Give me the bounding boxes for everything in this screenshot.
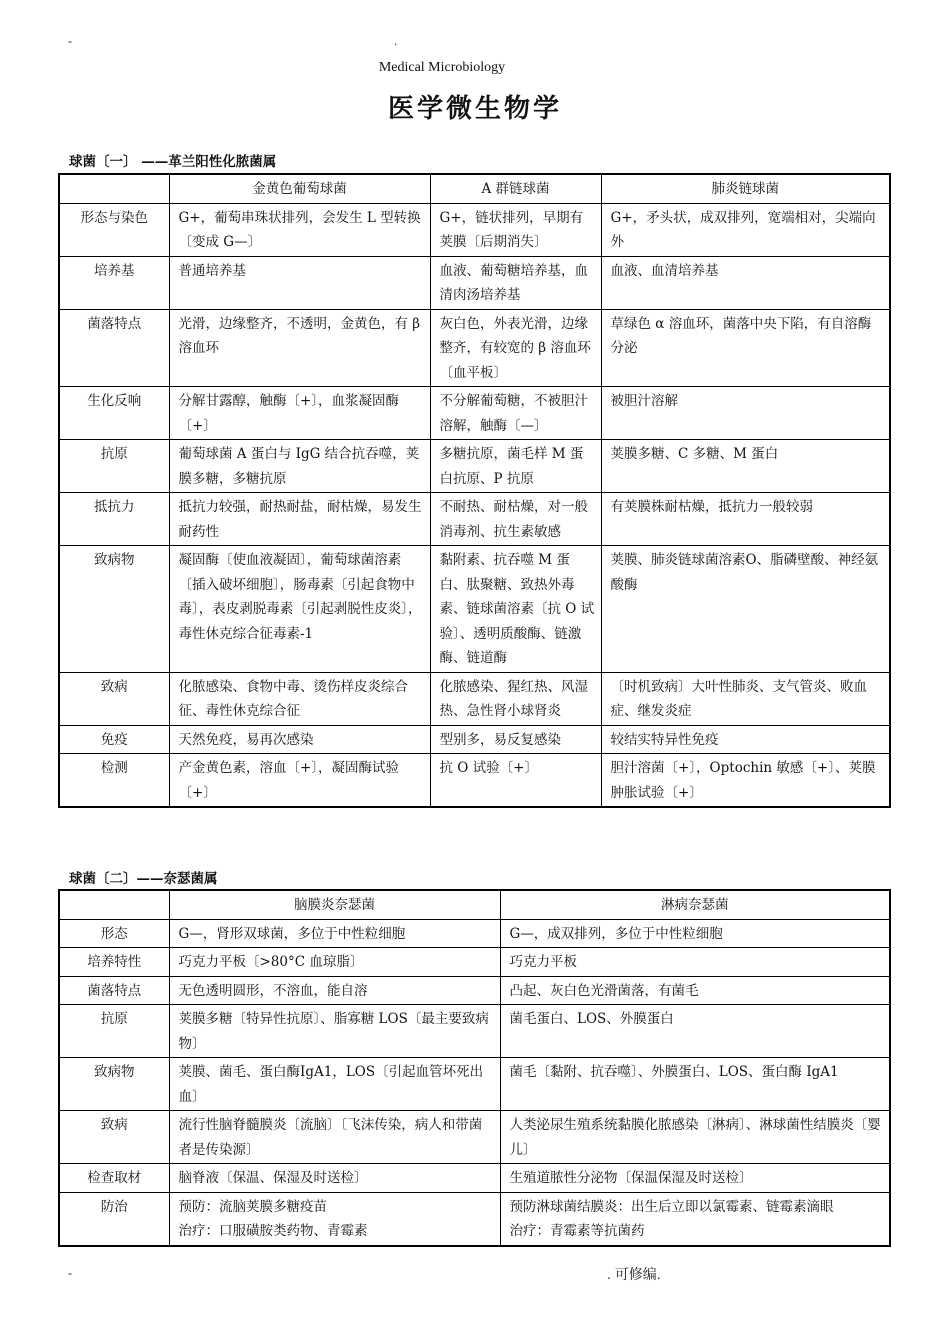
header-dash: - [68,34,72,48]
section1-title: 球菌〔一〕 ——革兰阳性化脓菌属 [69,154,277,170]
table-row [59,919,890,948]
row-label: 抗原 [59,1005,169,1058]
table-cell: 抵抗力较强，耐热耐盐，耐枯燥，易发生耐药性 [169,493,430,546]
table-row [59,725,890,754]
row-label: 形态 [59,919,169,948]
table-cell: 光滑，边缘整齐，不透明，金黄色，有 β 溶血环 [169,309,430,387]
table-cell: 产金黄色素，溶血〔+〕，凝固酶试验〔+〕 [169,754,430,808]
table-header-row [59,174,890,203]
table-cell: 不分解葡萄糖，不被胆汁溶解，触酶〔—〕 [430,387,601,440]
table-cell: 〔时机致病〕大叶性肺炎、支气管炎、败血症、继发炎症 [601,672,890,725]
page-subtitle: Medical Microbiology [378,60,506,75]
table-cell: 分解甘露醇，触酶〔+〕，血浆凝固酶〔+〕 [169,387,430,440]
table-cell: 凸起、灰白色光滑菌落，有菌毛 [500,976,890,1005]
table-row [59,754,890,808]
row-label: 致病 [59,1111,169,1164]
table-cell: 荚膜多糖、C 多糖、M 蛋白 [601,440,890,493]
cell-line: 预防：流脑荚膜多糖疫苗 [178,1198,327,1215]
table-cell: 血液、血清培养基 [601,256,890,309]
table-row [59,1164,890,1193]
table-cell: 化脓感染、食物中毒、烫伤样皮炎综合征、毒性休克综合征 [169,672,430,725]
page-title: 医学微生物学 [387,94,562,124]
table-cell: 葡萄球菌 A 蛋白与 IgG 结合抗吞噬，荚膜多糖，多糖抗原 [169,440,430,493]
table-cell: 血液、葡萄糖培养基，血清肉汤培养基 [430,256,601,309]
table-cell: 无色透明圆形，不溶血，能自溶 [169,976,500,1005]
row-label: 抗原 [59,440,169,493]
row-label: 免疫 [59,725,169,754]
footer-dash: - [68,1266,72,1280]
row-label: 形态与染色 [59,203,169,256]
table-row [59,309,890,387]
gram-positive-cocci-table [58,173,891,808]
table-cell: 有荚膜株耐枯燥，抵抗力一般较弱 [601,493,890,546]
cell-line: 预防淋球菌结膜炎：出生后立即以氯霉素、链霉素滴眼 [509,1198,834,1215]
row-label: 防治 [59,1192,169,1246]
table-cell: 黏附素、抗吞噬 M 蛋白、肽聚糖、致热外毒素、链球菌溶素〔抗 O 试验〕、透明质酸酶、链激酶、链道酶 [430,546,601,673]
column-header: 脑膜炎奈瑟菌 [169,890,500,919]
table-cell: G—，肾形双球菌，多位于中性粒细胞 [169,919,500,948]
table-row [59,546,890,673]
table-cell: 巧克力平板 [500,948,890,977]
header-corner-cell [59,174,169,203]
table-row [59,387,890,440]
table-row [59,256,890,309]
table-cell: 被胆汁溶解 [601,387,890,440]
table-cell: 型别多，易反复感染 [430,725,601,754]
column-header: 淋病奈瑟菌 [500,890,890,919]
footer-editable-note: . 可修编. [607,1266,661,1282]
row-label: 培养特性 [59,948,169,977]
row-label: 培养基 [59,256,169,309]
table-cell: 荚膜、肺炎链球菌溶素O、脂磷壁酸、神经氨酸酶 [601,546,890,673]
section2-title: 球菌〔二〕——奈瑟菌属 [69,871,218,887]
header-corner-cell [59,890,169,919]
table-cell: G+，矛头状，成双排列，宽端相对，尖端向外 [601,203,890,256]
table-row [59,672,890,725]
row-label: 致病物 [59,546,169,673]
table-row [59,440,890,493]
cell-line: 治疗：口服磺胺类药物、青霉素 [178,1223,368,1239]
row-label: 菌落特点 [59,976,169,1005]
column-header: 肺炎链球菌 [601,174,890,203]
header-dot: . [394,34,398,48]
table-row [59,1111,890,1164]
table-row [59,976,890,1005]
table-cell: G+，葡萄串珠状排列，会发生 L 型转换〔变成 G—〕 [169,203,430,256]
row-label: 菌落特点 [59,309,169,387]
row-label: 抵抗力 [59,493,169,546]
table-cell: 荚膜多糖〔特异性抗原〕、脂寡糖 LOS〔最主要致病物〕 [169,1005,500,1058]
table-row [59,1058,890,1111]
table-cell: 普通培养基 [169,256,430,309]
table-cell [500,1192,890,1246]
table-cell: 多糖抗原，菌毛样 M 蛋白抗原、P 抗原 [430,440,601,493]
row-label: 检查取材 [59,1164,169,1193]
column-header: 金黄色葡萄球菌 [169,174,430,203]
table-cell: 凝固酶〔使血液凝固〕，葡萄球菌溶素〔插入破坏细胞〕，肠毒素〔引起食物中毒〕，表皮剥脱毒素〔引起剥脱性皮炎〕，毒性休克综合征毒素-1 [169,546,430,673]
table-cell: 灰白色，外表光滑，边缘整齐，有较宽的 β 溶血环〔血平板〕 [430,309,601,387]
table-cell: 人类泌尿生殖系统黏膜化脓感染〔淋病〕、淋球菌性结膜炎〔婴儿〕 [500,1111,890,1164]
table-header-row [59,890,890,919]
row-label: 致病 [59,672,169,725]
table-cell: 菌毛〔黏附、抗吞噬〕、外膜蛋白、LOS、蛋白酶 IgA1 [500,1058,890,1111]
table-cell: 较结实特异性免疫 [601,725,890,754]
neisseria-table [58,889,891,1247]
table-cell: 生殖道脓性分泌物〔保温保湿及时送检〕 [500,1164,890,1193]
row-label: 检测 [59,754,169,808]
column-header: A 群链球菌 [430,174,601,203]
table-cell: G—，成双排列，多位于中性粒细胞 [500,919,890,948]
table-row [59,493,890,546]
table-cell: 抗 O 试验〔+〕 [430,754,601,808]
table-cell: 巧克力平板〔>80°C 血琼脂〕 [169,948,500,977]
table-row [59,948,890,977]
table-cell: 草绿色 α 溶血环，菌落中央下陷，有自溶酶分泌 [601,309,890,387]
row-label: 生化反响 [59,387,169,440]
table-cell [169,1192,500,1246]
table-cell: G+，链状排列，早期有荚膜〔后期消失〕 [430,203,601,256]
cell-line: 治疗：青霉素等抗菌药 [509,1223,645,1239]
table-cell: 化脓感染、猩红热、风湿热、急性肾小球肾炎 [430,672,601,725]
table-cell: 菌毛蛋白、LOS、外膜蛋白 [500,1005,890,1058]
table-row [59,1192,890,1246]
table-cell: 胆汁溶菌〔+〕，Optochin 敏感〔+〕、荚膜肿胀试验〔+〕 [601,754,890,808]
table-row [59,1005,890,1058]
table-cell: 脑脊液〔保温、保湿及时送检〕 [169,1164,500,1193]
table-cell: 不耐热、耐枯燥，对一般消毒剂、抗生素敏感 [430,493,601,546]
table-cell: 荚膜、菌毛、蛋白酶IgA1，LOS〔引起血管坏死出血〕 [169,1058,500,1111]
table-row [59,203,890,256]
table-cell: 天然免疫，易再次感染 [169,725,430,754]
table-cell: 流行性脑脊髓膜炎〔流脑〕〔飞沫传染，病人和带菌者是传染源〕 [169,1111,500,1164]
row-label: 致病物 [59,1058,169,1111]
